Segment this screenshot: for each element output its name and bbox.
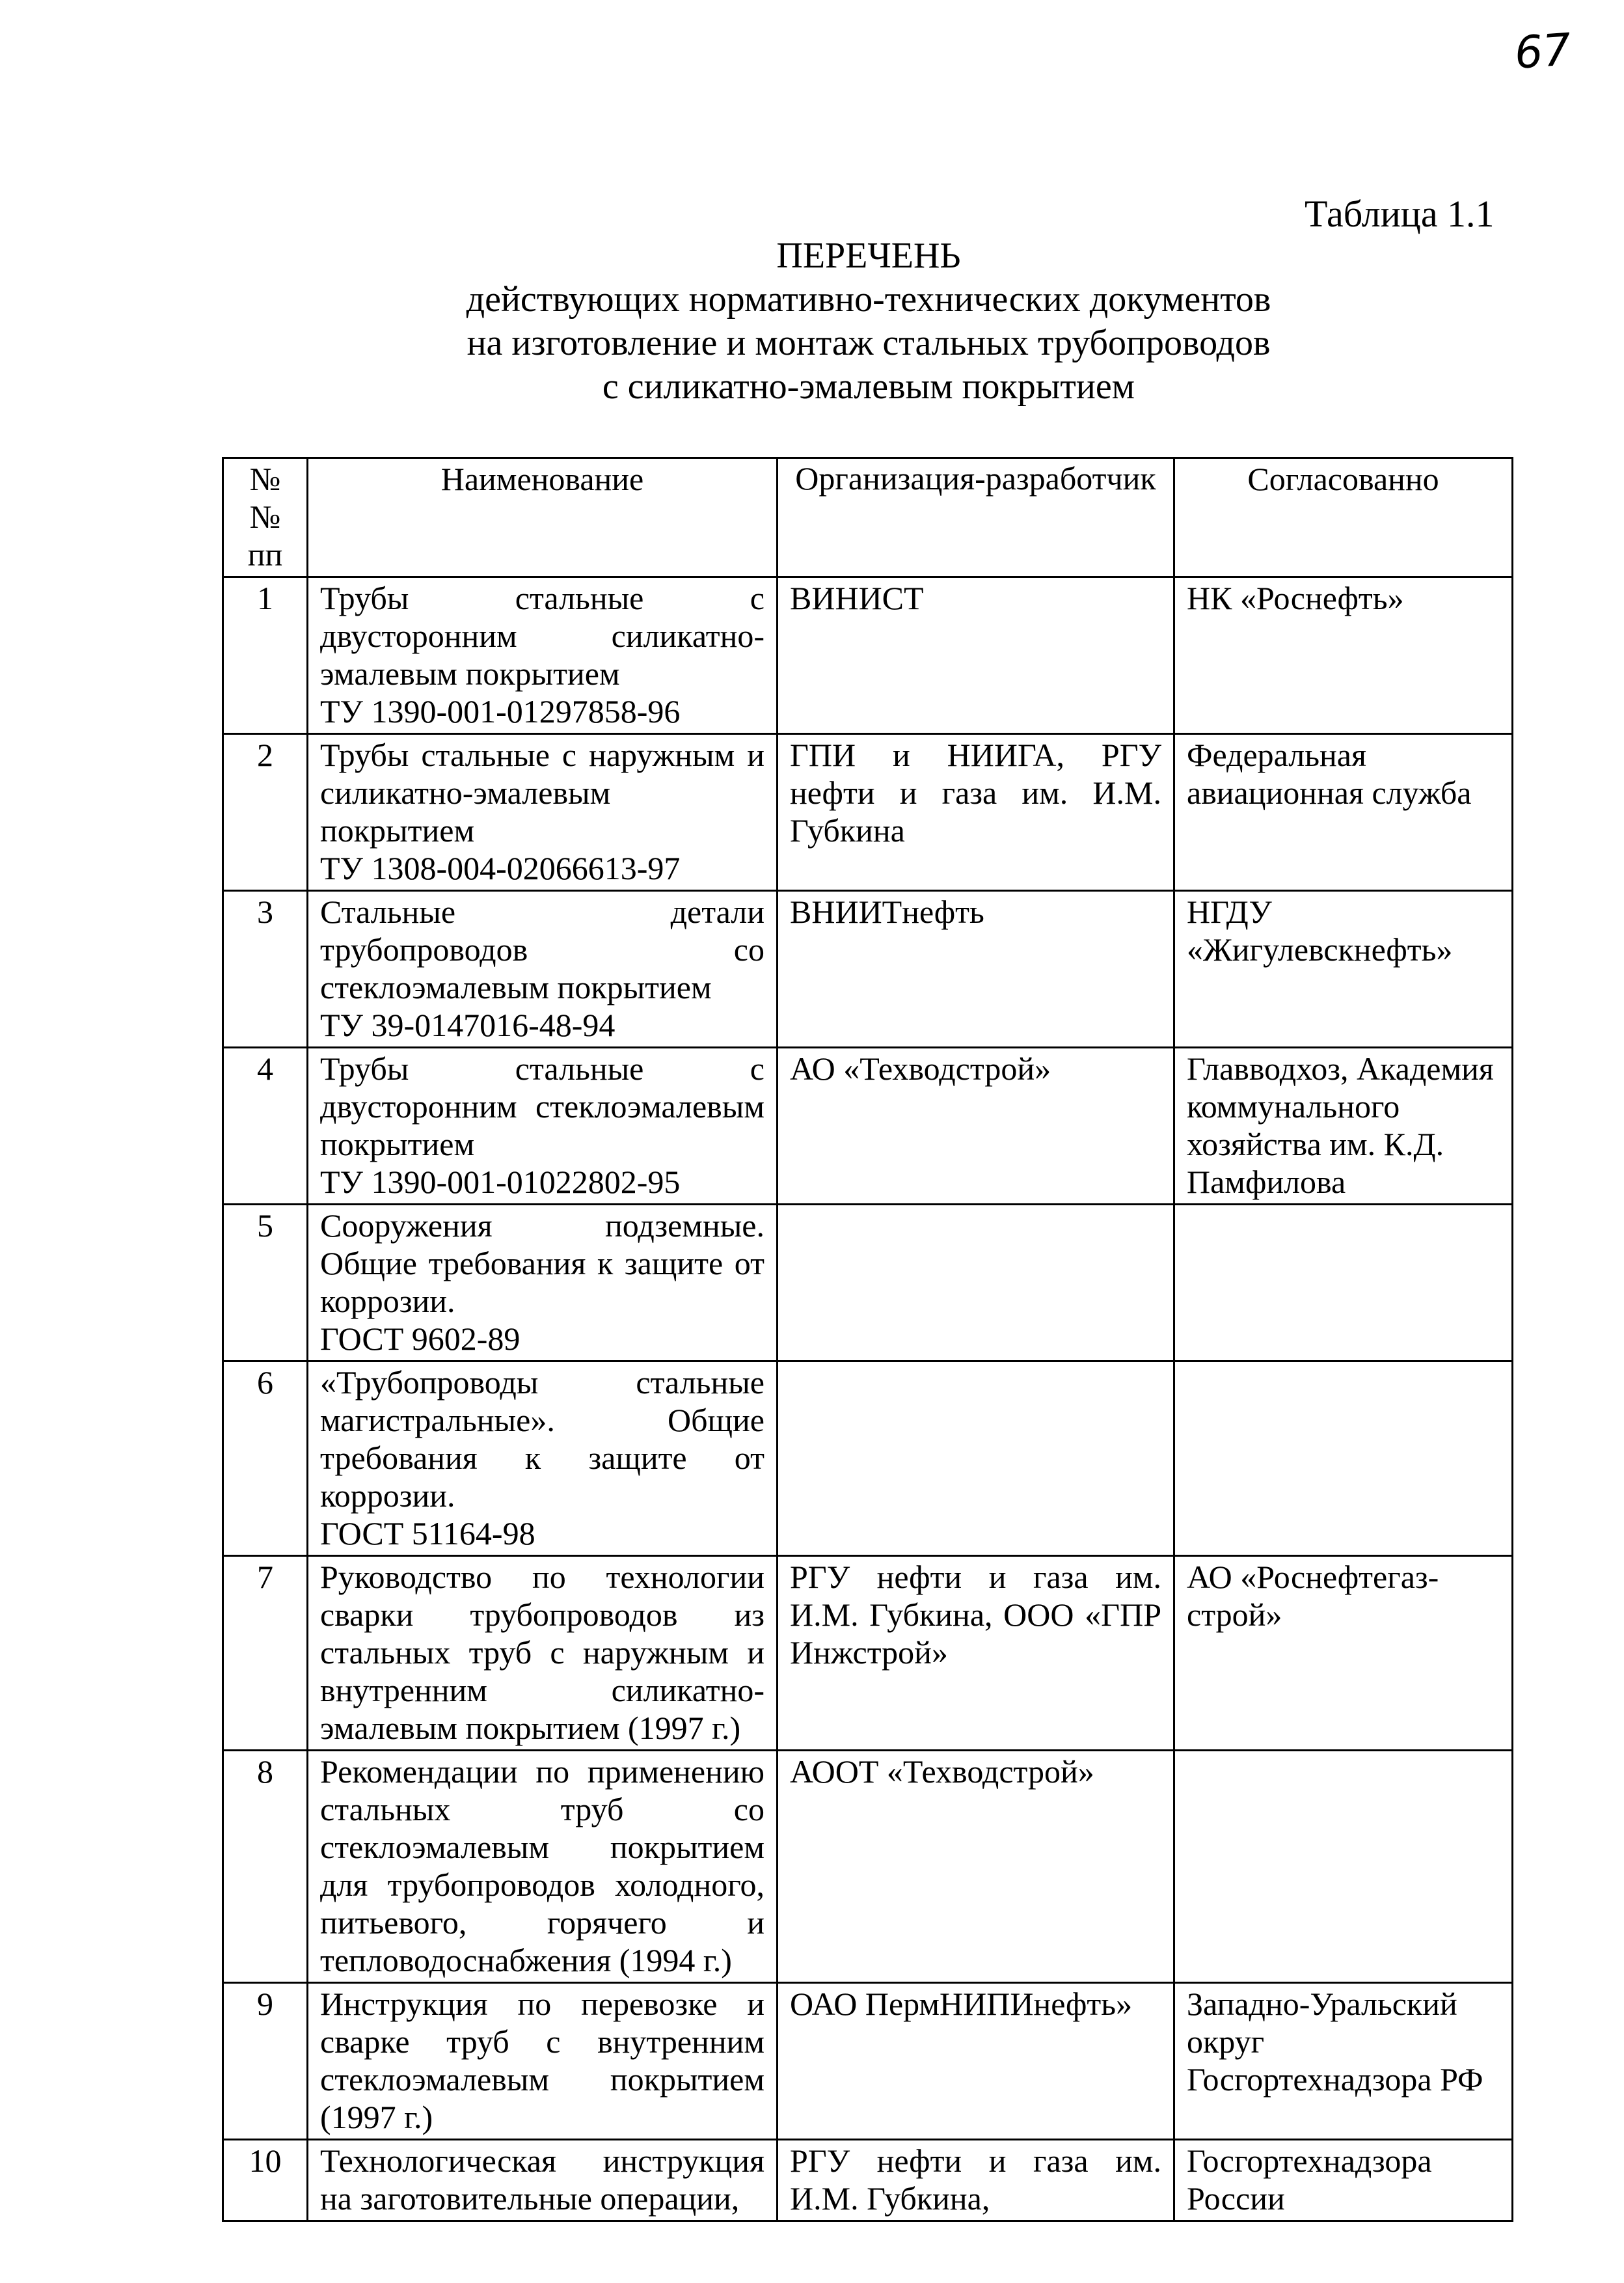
agreed-with: Главводхоз, Академия коммунального хозяйства им. К.Д. Памфилова	[1174, 1048, 1513, 1205]
row-number: 8	[223, 1751, 308, 1983]
developer-organization: ВНИИТнефть	[778, 891, 1174, 1048]
document-name: Трубы стальные с двусторонним силикатно-эмалевым покрытием	[320, 580, 765, 692]
document-name-cell	[308, 891, 778, 1048]
document-name: Инструкция по перевозке и сварке труб с внутренним стеклоэмалевым покрытием (1997 г.)	[320, 1986, 765, 2135]
title-heading: ПЕРЕЧЕНЬ	[776, 236, 961, 276]
agreed-with	[1174, 1751, 1513, 1983]
header-number: №№ пп	[223, 458, 308, 577]
document-name-cell	[308, 577, 778, 734]
row-number: 2	[223, 734, 308, 891]
table-row	[223, 1048, 1513, 1205]
document-code: ТУ 1390-001-01022802-95	[320, 1164, 681, 1200]
document-name-cell	[308, 1205, 778, 1361]
table-caption: Таблица 1.1	[1305, 193, 1495, 235]
title-subtitle-line: с силикатно-эмалевым покрытием	[602, 366, 1135, 407]
table-row	[223, 891, 1513, 1048]
agreed-with: Западно-Уральский округ Госгортехнадзора РФ	[1174, 1983, 1513, 2140]
agreed-with: Федеральная авиационная служба	[1174, 734, 1513, 891]
document-name: «Трубопроводы стальные магистральные». Общие требования к защите от коррозии.	[320, 1364, 765, 1514]
document-name-cell	[308, 2140, 778, 2221]
document-name: Рекомендации по применению стальных труб со стеклоэмалевым покрытием для трубопроводов холодного, питьевого, горячего и тепловодоснабжения (1994 г.)	[320, 1753, 765, 1978]
document-name: Руководство по технологии сварки трубопроводов из стальных труб с наружным и внутренним силикатно-эмалевым покрытием (1997 г.)	[320, 1559, 765, 1746]
document-code: ГОСТ 9602-89	[320, 1320, 521, 1357]
row-number: 7	[223, 1556, 308, 1751]
documents-table	[222, 457, 1513, 2222]
row-number: 1	[223, 577, 308, 734]
header-name: Наименование	[308, 458, 778, 577]
developer-organization: РГУ нефти и газа им. И.М. Губкина, ООО «ГПР Инжстрой»	[778, 1556, 1174, 1751]
developer-organization: ОАО ПермНИПИнефть»	[778, 1983, 1174, 2140]
developer-organization: ВИНИСТ	[778, 577, 1174, 734]
table-row	[223, 1205, 1513, 1361]
document-name: Трубы стальные с двусторонним стеклоэмалевым покрытием	[320, 1050, 765, 1162]
document-name: Стальные детали трубопроводов со стеклоэмалевым покрытием	[320, 894, 765, 1005]
header-organization: Организация-разработчик	[778, 458, 1174, 577]
document-title	[221, 234, 1516, 409]
agreed-with: НГДУ «Жигулевскнефть»	[1174, 891, 1513, 1048]
row-number: 6	[223, 1361, 308, 1556]
document-name-cell	[308, 1361, 778, 1556]
document-name-cell	[308, 1983, 778, 2140]
table-row	[223, 1983, 1513, 2140]
document-code: ГОСТ 51164-98	[320, 1515, 535, 1552]
row-number: 3	[223, 891, 308, 1048]
agreed-with: Госгортехнадзора России	[1174, 2140, 1513, 2221]
document-name: Сооружения подземные. Общие требования к защите от коррозии.	[320, 1207, 765, 1319]
title-subtitle-line: на изготовление и монтаж стальных трубопроводов	[467, 323, 1271, 363]
table-row	[223, 1556, 1513, 1751]
page-number: 67	[1513, 24, 1573, 79]
agreed-with	[1174, 1205, 1513, 1361]
agreed-with: АО «Роснефтегаз-строй»	[1174, 1556, 1513, 1751]
table-row	[223, 577, 1513, 734]
document-code: ТУ 39-0147016-48-94	[320, 1007, 616, 1043]
document-code: ТУ 1308-004-02066613-97	[320, 850, 681, 886]
document-name: Трубы стальные с наружным и силикатно-эмалевым покрытием	[320, 737, 765, 849]
developer-organization	[778, 1205, 1174, 1361]
title-subtitle-line: действующих нормативно-технических документов	[466, 279, 1271, 320]
table-body	[223, 577, 1513, 2221]
agreed-with	[1174, 1361, 1513, 1556]
developer-organization: АООТ «Техводстрой»	[778, 1751, 1174, 1983]
header-agreed: Согласованно	[1174, 458, 1513, 577]
table-row	[223, 1361, 1513, 1556]
document-name: Технологическая инструкция на заготовительные операции,	[320, 2142, 765, 2217]
table-header-row	[223, 458, 1513, 577]
document-name-cell	[308, 1048, 778, 1205]
developer-organization: АО «Техводстрой»	[778, 1048, 1174, 1205]
document-name-cell	[308, 734, 778, 891]
table-row	[223, 2140, 1513, 2221]
row-number: 5	[223, 1205, 308, 1361]
row-number: 10	[223, 2140, 308, 2221]
developer-organization	[778, 1361, 1174, 1556]
document-name-cell	[308, 1751, 778, 1983]
document-code: ТУ 1390-001-01297858-96	[320, 693, 681, 730]
row-number: 9	[223, 1983, 308, 2140]
developer-organization: ГПИ и НИИГА, РГУ нефти и газа им. И.М. Губкина	[778, 734, 1174, 891]
document-name-cell	[308, 1556, 778, 1751]
table-row	[223, 1751, 1513, 1983]
row-number: 4	[223, 1048, 308, 1205]
table-row	[223, 734, 1513, 891]
agreed-with: НК «Роснефть»	[1174, 577, 1513, 734]
developer-organization: РГУ нефти и газа им. И.М. Губкина,	[778, 2140, 1174, 2221]
